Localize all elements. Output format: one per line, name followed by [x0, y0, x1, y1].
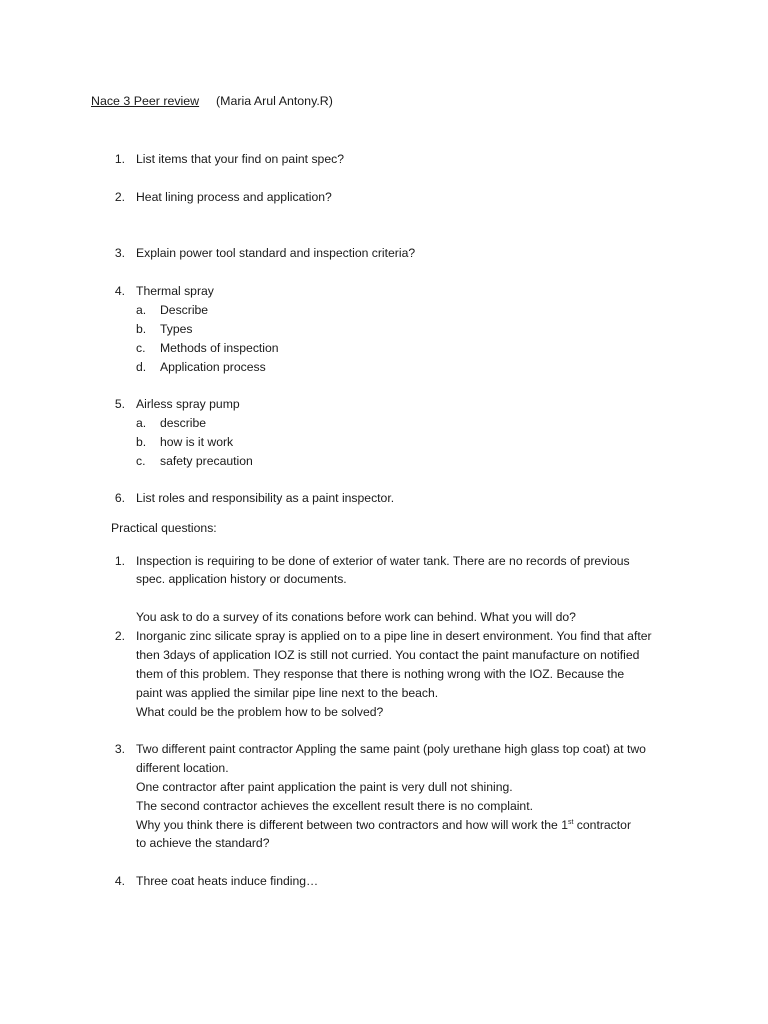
- title-author: (Maria Arul Antony.R): [216, 94, 333, 108]
- practical-text-continuation: contractor: [573, 818, 631, 832]
- title-main: Nace 3 Peer review: [91, 94, 200, 108]
- practical-number: 1.: [114, 554, 125, 568]
- sub-item-text: Application process: [160, 360, 266, 374]
- question-text: Explain power tool standard and inspection criteria?: [136, 246, 416, 260]
- sub-item-letter: c.: [136, 341, 146, 355]
- practical-text-line: different location.: [136, 761, 229, 775]
- sub-item-letter: a.: [136, 416, 147, 430]
- question-number: 1.: [114, 152, 125, 166]
- practical-text-line: Why you think there is different between two contractors and how will work the 1: [136, 818, 568, 832]
- sub-item-letter: b.: [136, 435, 147, 449]
- sub-item-text: Methods of inspection: [160, 341, 279, 355]
- sub-item-text: safety precaution: [160, 454, 253, 468]
- practical-number: 2.: [114, 629, 125, 643]
- practical-text-line: Three coat heats induce finding…: [136, 874, 319, 888]
- practical-number: 3.: [114, 742, 125, 756]
- practical-text-line: Inorganic zinc silicate spray is applied on to a pipe line in desert environment. You find that after: [136, 629, 652, 643]
- practical-heading: Practical questions:: [111, 521, 217, 535]
- practical-text-line: Two different paint contractor Appling the same paint (poly urethane high glass top coat) at two: [136, 742, 646, 756]
- practical-text-line-with-superscript: [136, 818, 631, 832]
- sub-item-text: Describe: [160, 303, 209, 317]
- question-text: List items that your find on paint spec?: [136, 152, 344, 166]
- question-text: Heat lining process and application?: [136, 190, 332, 204]
- practical-number: 4.: [114, 874, 125, 888]
- question-text: Thermal spray: [136, 284, 214, 298]
- question-text: Airless spray pump: [136, 397, 240, 411]
- practical-text-line: The second contractor achieves the excellent result there is no complaint.: [136, 799, 533, 813]
- question-number: 5.: [114, 397, 125, 411]
- question-number: 3.: [114, 246, 125, 260]
- sub-item-letter: b.: [136, 322, 147, 336]
- practical-text-line: them of this problem. They response that there is nothing wrong with the IOZ. Because the: [136, 667, 625, 681]
- ordinal-superscript: st: [567, 818, 574, 826]
- practical-text-line: then 3days of application IOZ is still not curried. You contact the paint manufacture on notified: [136, 648, 640, 662]
- practical-text-line: Inspection is requiring to be done of exterior of water tank. There are no records of previous: [136, 554, 630, 568]
- sub-item-text: how is it work: [160, 435, 234, 449]
- practical-text-line: One contractor after paint application the paint is very dull not shining.: [136, 780, 513, 794]
- sub-item-text: describe: [160, 416, 207, 430]
- sub-item-text: Types: [160, 322, 193, 336]
- question-number: 4.: [114, 284, 125, 298]
- question-number: 6.: [114, 491, 125, 505]
- practical-text-line: You ask to do a survey of its conations before work can behind. What you will do?: [136, 610, 576, 624]
- sub-item-letter: d.: [136, 360, 147, 374]
- document-title: [91, 94, 333, 108]
- practical-text-line: paint was applied the similar pipe line next to the beach.: [136, 686, 439, 700]
- sub-item-letter: c.: [136, 454, 146, 468]
- practical-text-line: What could be the problem how to be solved?: [136, 705, 384, 719]
- question-number: 2.: [114, 190, 125, 204]
- question-text: List roles and responsibility as a paint inspector.: [136, 491, 395, 505]
- practical-text-line: to achieve the standard?: [136, 836, 270, 850]
- sub-item-letter: a.: [136, 303, 147, 317]
- practical-text-line: spec. application history or documents.: [136, 572, 347, 586]
